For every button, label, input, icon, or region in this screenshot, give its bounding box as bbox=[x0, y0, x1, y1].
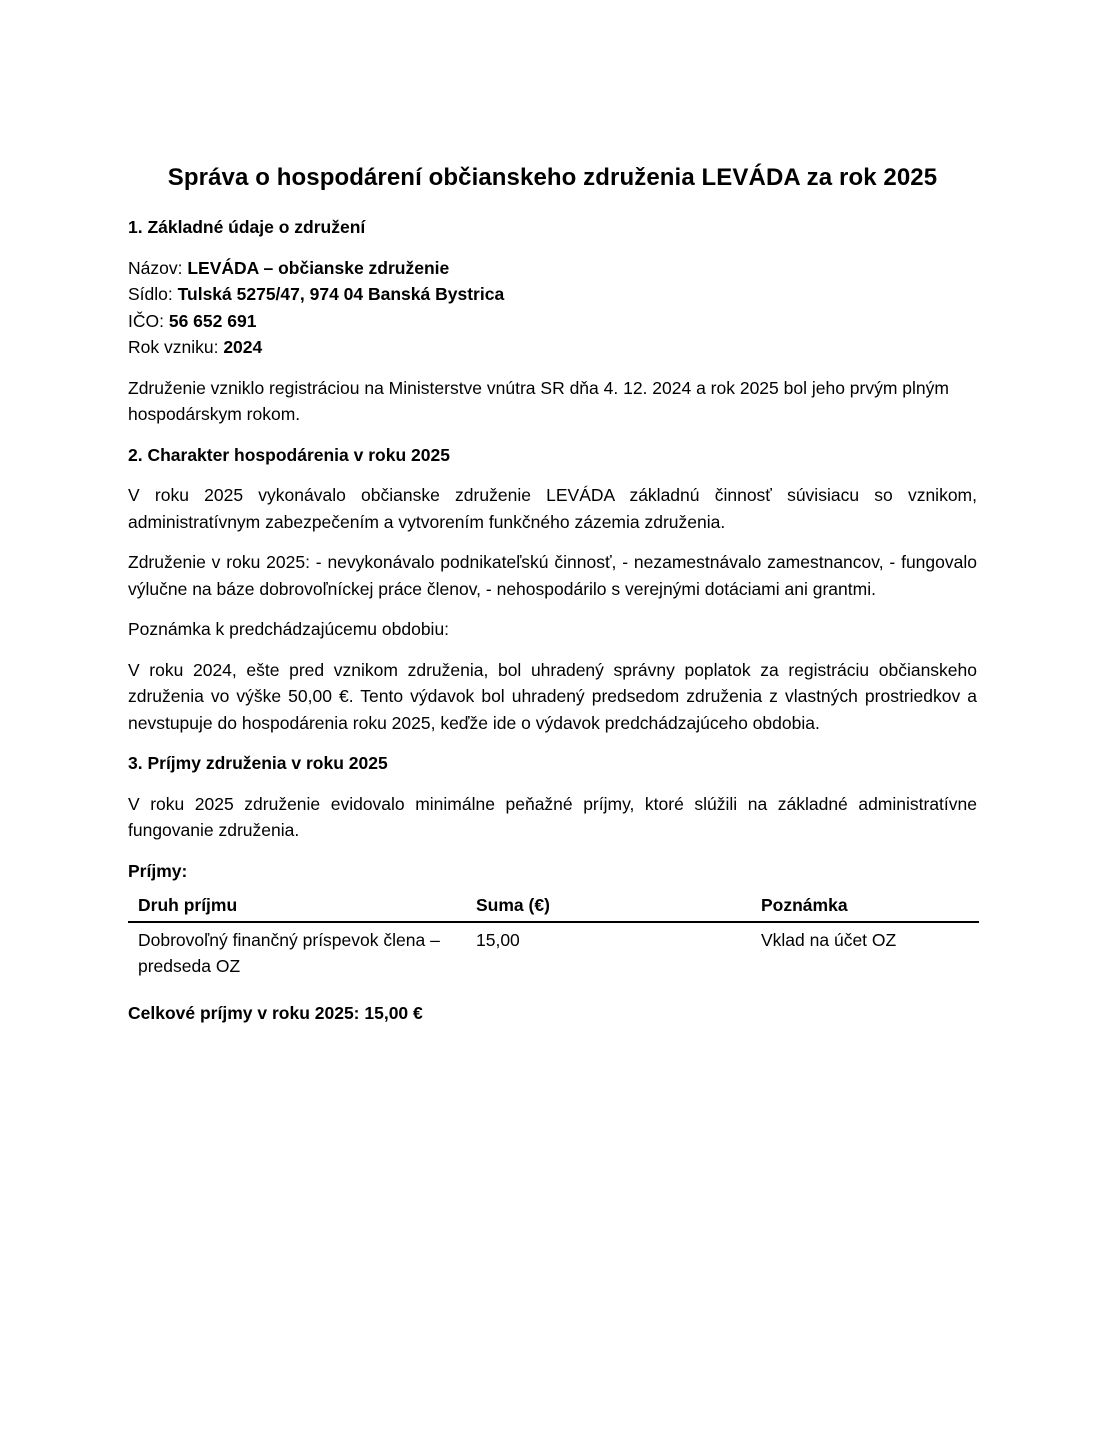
total-income: Celkové príjmy v roku 2025: 15,00 € bbox=[128, 1002, 423, 1023]
income-table-header-row bbox=[128, 890, 979, 922]
table-row bbox=[128, 922, 979, 982]
name-label: Názov: bbox=[128, 257, 188, 278]
document-title: Správa o hospodárení občianskeho združenia LEVÁDA za rok 2025 bbox=[167, 164, 938, 191]
cell-amount: 15,00 bbox=[476, 929, 520, 950]
seat-label: Sídlo: bbox=[128, 284, 178, 304]
seat-value: Tulská 5275/47, 974 04 Banská Bystrica bbox=[177, 284, 505, 304]
income-paragraph: V roku 2025 združenie evidovalo minimálne peňažné príjmy, ktoré slúžili na základné administratívne fungovanie združenia. bbox=[128, 793, 977, 840]
basic-info-block bbox=[128, 255, 977, 361]
prior-period-note-heading: Poznámka k predchádzajúcemu obdobiu: bbox=[128, 619, 450, 639]
header-income-type: Druh príjmu bbox=[128, 890, 466, 922]
name-line bbox=[128, 255, 977, 282]
seat-line bbox=[128, 281, 977, 308]
document-content bbox=[128, 160, 977, 1040]
cell-income-type: Dobrovoľný finančný príspevok člena – predseda OZ bbox=[138, 929, 440, 976]
income-table bbox=[128, 890, 979, 982]
section2-heading: 2. Charakter hospodárenia v roku 2025 bbox=[128, 444, 450, 465]
prior-period-paragraph: V roku 2024, ešte pred vznikom združenia, bol uhradený správny poplatok za registráciu občianskeho združenia vo výške 50,00 €. Tento výdavok bol uhradený predsedom združenia z vlastných prostriedkov a nevstupuje do hospodárenia roku 2025, keďže ide o výdavok predchádzajúceho obdobia. bbox=[128, 659, 977, 733]
name-value: LEVÁDA – občianske združenie bbox=[187, 257, 450, 278]
ico-value: 56 652 691 bbox=[168, 310, 257, 331]
founding-year-label: Rok vzniku: bbox=[128, 337, 224, 357]
registration-paragraph: Združenie vzniklo registráciou na Ministerstve vnútra SR dňa 4. 12. 2024 a rok 2025 bol jeho prvým plným hospodárskym rokom. bbox=[128, 377, 949, 424]
header-note: Poznámka bbox=[751, 890, 979, 922]
ico-label: IČO: bbox=[128, 310, 169, 331]
activities-list-paragraph: Združenie v roku 2025: - nevykonávalo podnikateľskú činnosť, - nezamestnávalo zamestnancov, - fungovalo výlučne na báze dobrovoľníckej práce členov, - nehospodárilo s verejnými dotáciami ani grantmi. bbox=[128, 552, 977, 599]
header-amount: Suma (€) bbox=[466, 890, 751, 922]
section1-heading: 1. Základné údaje o združení bbox=[128, 217, 366, 237]
founding-year-line bbox=[128, 334, 977, 361]
cell-note: Vklad na účet OZ bbox=[761, 929, 897, 950]
activity-paragraph: V roku 2025 vykonávalo občianske združenie LEVÁDA základnú činnosť súvisiacu so vznikom, administratívnym zabezpečením a vytvorením funkčného zázemia združenia. bbox=[128, 485, 977, 532]
income-label: Príjmy: bbox=[128, 860, 188, 881]
ico-line bbox=[128, 308, 977, 335]
founding-year-value: 2024 bbox=[223, 337, 263, 357]
section3-heading: 3. Príjmy združenia v roku 2025 bbox=[128, 753, 388, 773]
